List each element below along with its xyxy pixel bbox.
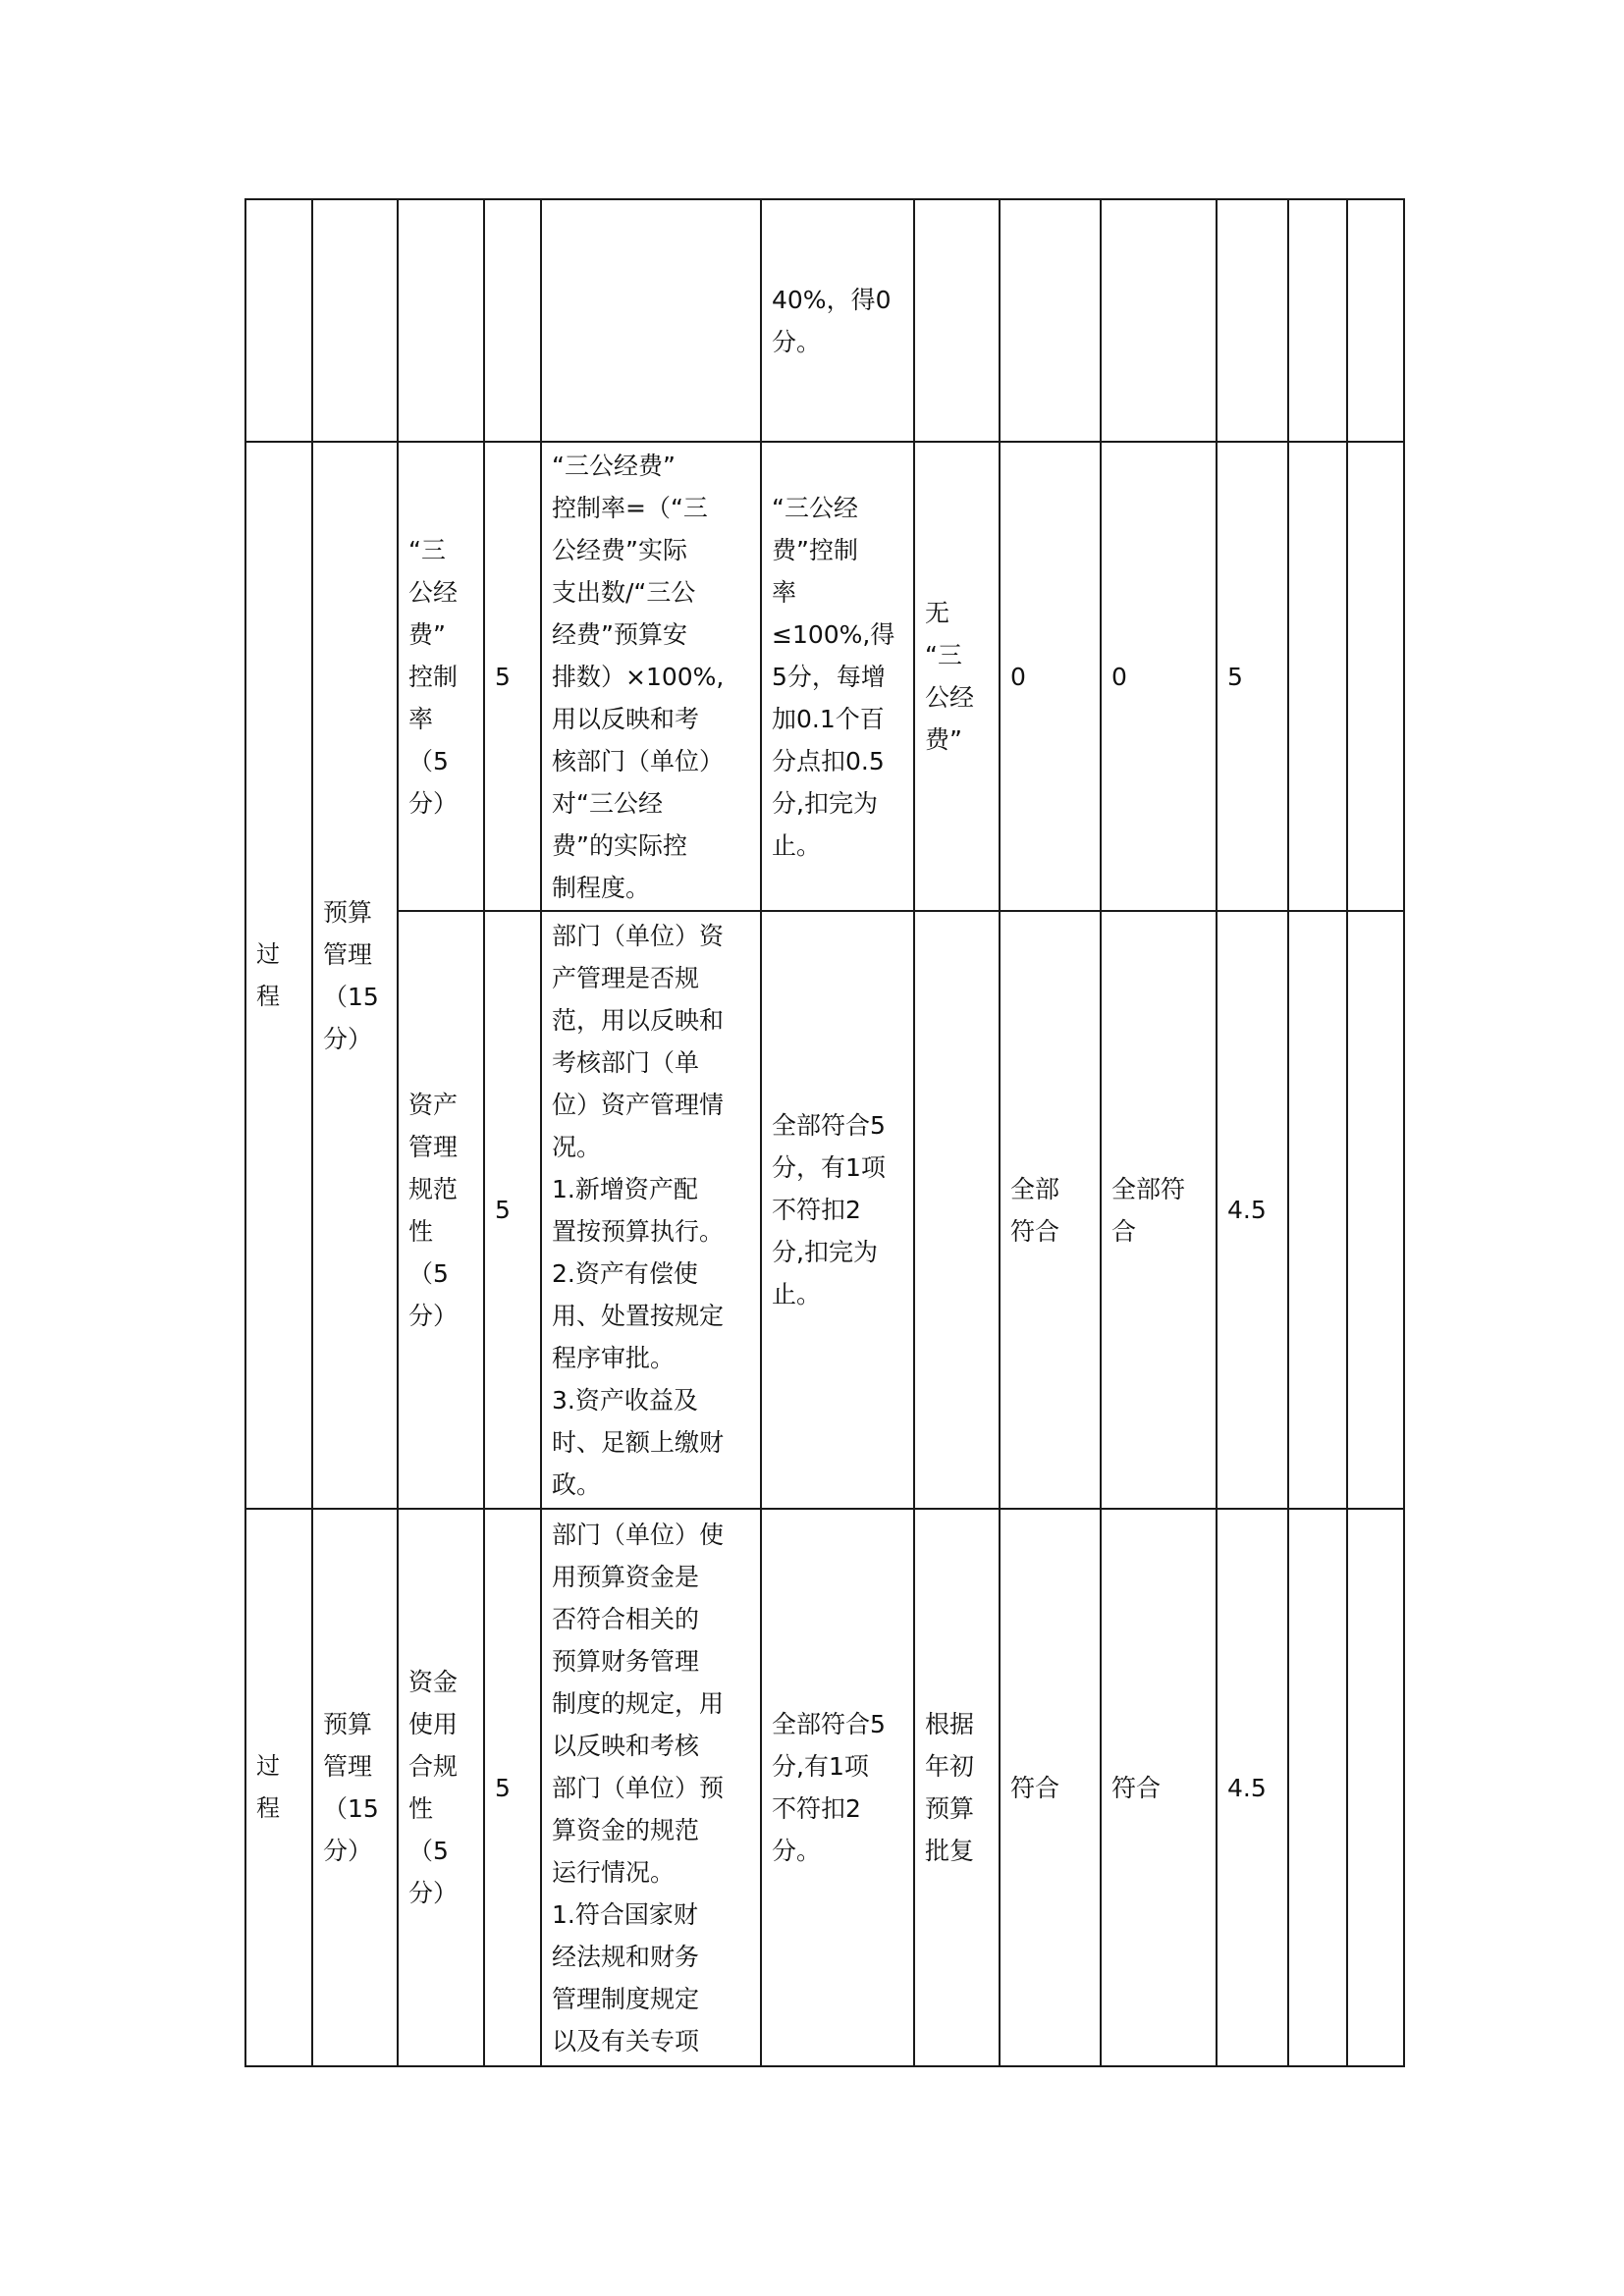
- cell-description: [541, 442, 761, 911]
- actual-text: 符合: [1111, 1773, 1162, 1802]
- cell-actual: [1101, 442, 1217, 911]
- criteria-text: 40%，得0 分。: [772, 285, 892, 356]
- description-text: “三公经费” 控制率=（“三 公经费”实际 支出数/“三公 经费”预算安 排数）×100%, 用以反映和考 核部门（单位） 对“三公经 费”的实际控 制程度。: [552, 451, 725, 902]
- cell-empty: [914, 199, 1000, 442]
- cell-score: [1217, 1509, 1288, 2066]
- cell-weight: [484, 442, 541, 911]
- cell-empty: [1347, 911, 1404, 1509]
- cell-target: [1000, 442, 1101, 911]
- cell-indicator: [398, 1509, 484, 2066]
- weight-text: 5: [495, 1773, 511, 1802]
- cell-score: [1217, 442, 1288, 911]
- cell-basis: [914, 442, 1000, 911]
- indicator-text: 资金 使用 合规 性 （5 分）: [408, 1668, 459, 1907]
- cell-target: [1000, 1509, 1101, 2066]
- cell-actual: [1101, 1509, 1217, 2066]
- cell-empty: [1288, 911, 1347, 1509]
- evaluation-table: [244, 198, 1405, 2067]
- cell-score: [1217, 911, 1288, 1509]
- category-text: 过 程: [256, 1752, 280, 1822]
- cell-criteria: [761, 199, 914, 442]
- description-text: 部门（单位）使 用预算资金是 否符合相关的 预算财务管理 制度的规定，用 以反映和考核 部门（单位）预 算资金的规范 运行情况。 1.符合国家财 经法规和财务 管理制度规定 以及有关专项: [552, 1520, 725, 2056]
- indicator-text: “三 公经 费” 控制 率 （5 分）: [408, 535, 459, 818]
- table-row-continuation: [245, 199, 1404, 442]
- cell-subcategory: [312, 442, 398, 1509]
- target-text: 符合: [1010, 1773, 1060, 1802]
- cell-subcategory: [312, 1509, 398, 2066]
- subcategory-text: 预算 管理 （15 分）: [323, 897, 379, 1053]
- score-text: 5: [1227, 662, 1243, 691]
- basis-text: 根据 年初 预算 批复: [925, 1710, 975, 1865]
- table-row-asset: [245, 911, 1404, 1509]
- cell-basis: [914, 911, 1000, 1509]
- criteria-text: 全部符合5 分,有1项 不符扣2 分。: [772, 1710, 886, 1865]
- target-text: 0: [1010, 662, 1026, 691]
- cell-weight: [484, 911, 541, 1509]
- cell-empty: [312, 199, 398, 442]
- criteria-text: “三公经 费”控制 率 ≤100%,得 5分，每增 加0.1个百 分点扣0.5 分,扣完为 止。: [772, 493, 895, 860]
- cell-description: [541, 1509, 761, 2066]
- cell-weight: [484, 1509, 541, 2066]
- cell-description: [541, 911, 761, 1509]
- cell-actual: [1101, 911, 1217, 1509]
- cell-empty: [541, 199, 761, 442]
- table-row-sangong: [245, 442, 1404, 911]
- cell-empty: [1101, 199, 1217, 442]
- cell-empty: [484, 199, 541, 442]
- cell-category: [245, 1509, 312, 2066]
- weight-text: 5: [495, 1196, 511, 1224]
- cell-category: [245, 442, 312, 1509]
- score-text: 4.5: [1227, 1196, 1267, 1224]
- subcategory-text: 预算 管理 （15 分）: [323, 1710, 379, 1865]
- cell-criteria: [761, 911, 914, 1509]
- description-text: 部门（单位）资 产管理是否规 范，用以反映和 考核部门（单 位）资产管理情 况。 1.新增资产配 置按预算执行。 2.资产有偿使 用、处置按规定 程序审批。 3.资产收益及 时、足额上缴财 政。: [552, 921, 725, 1499]
- cell-empty: [1347, 199, 1404, 442]
- cell-empty: [1000, 199, 1101, 442]
- cell-empty: [1288, 199, 1347, 442]
- basis-text: 无 “三 公经 费”: [925, 599, 975, 754]
- table-row-funds: [245, 1509, 1404, 2066]
- cell-basis: [914, 1509, 1000, 2066]
- indicator-text: 资产 管理 规范 性 （5 分）: [408, 1090, 459, 1330]
- category-text: 过 程: [256, 939, 280, 1010]
- cell-criteria: [761, 442, 914, 911]
- cell-empty: [245, 199, 312, 442]
- criteria-text: 全部符合5 分，有1项 不符扣2 分,扣完为 止。: [772, 1111, 886, 1308]
- cell-empty: [1288, 442, 1347, 911]
- cell-empty: [1288, 1509, 1347, 2066]
- weight-text: 5: [495, 662, 511, 691]
- cell-criteria: [761, 1509, 914, 2066]
- target-text: 全部 符合: [1010, 1174, 1060, 1246]
- cell-target: [1000, 911, 1101, 1509]
- cell-indicator: [398, 911, 484, 1509]
- score-text: 4.5: [1227, 1773, 1267, 1802]
- cell-empty: [398, 199, 484, 442]
- cell-empty: [1347, 1509, 1404, 2066]
- cell-empty: [1347, 442, 1404, 911]
- cell-indicator: [398, 442, 484, 911]
- actual-text: 全部符 合: [1111, 1174, 1186, 1246]
- actual-text: 0: [1111, 662, 1127, 691]
- cell-empty: [1217, 199, 1288, 442]
